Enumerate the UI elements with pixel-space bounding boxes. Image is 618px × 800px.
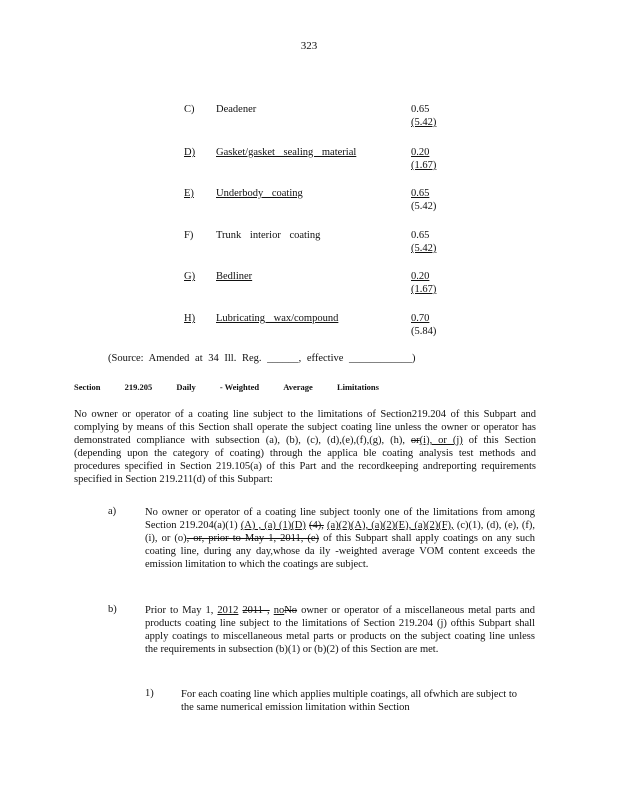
item-a-text-3: of this Subpart shall apply coatings on any such coating line, during any day,whose da ily -weighted average VOM content exceeds the emission limitation to which the coatings are subject.	[145, 533, 536, 570]
intro-inserted-subsections: (i), or (j)	[419, 435, 463, 446]
item-b-text: Prior to May 1,	[145, 605, 214, 616]
row-name: Deadener	[216, 104, 257, 115]
item-a-paragraph	[145, 506, 535, 571]
row-label: E)	[184, 188, 194, 199]
row-values	[411, 312, 436, 338]
item-a-inserted-2: (a)(2)(A), (a)(2)(E), (a)(2)(F),	[327, 520, 454, 531]
source-note	[108, 353, 416, 364]
row-name: Lubricating wax/compound	[216, 313, 339, 324]
row-values	[411, 187, 436, 213]
row-label: G)	[184, 271, 196, 282]
row-value: 0.20	[411, 271, 430, 282]
item-a-text-2: (c)(1), (d), (e), (f), (i), or (o)	[145, 520, 536, 544]
section-title-weighted: - Weighted	[219, 382, 260, 392]
row-values	[411, 146, 436, 172]
row-metric: (5.42)	[411, 243, 437, 254]
section-number: 219.205	[124, 382, 153, 392]
intro-deleted-or: or	[410, 435, 420, 446]
section-title-daily: Daily	[176, 382, 196, 392]
section-heading	[74, 382, 401, 392]
row-metric: (1.67)	[411, 160, 437, 171]
source-text: (Source: Amended at 34 Ill. Reg.	[108, 353, 262, 364]
item-a-inserted-1: (A) , (a) (1)(D)	[240, 520, 306, 531]
row-value: 0.65	[411, 104, 430, 115]
item-b-inserted-no: no	[273, 605, 285, 616]
item-a-label: a)	[108, 506, 117, 517]
row-values	[411, 103, 436, 129]
row-values	[411, 270, 436, 296]
row-value: 0.65	[411, 230, 430, 241]
item-b-paragraph	[145, 604, 535, 656]
page-number: 323	[300, 40, 318, 52]
item-b1-label: 1)	[145, 688, 154, 699]
source-close: )	[412, 353, 416, 364]
source-blank-date: ____________	[349, 353, 413, 364]
source-effective: , effective	[298, 353, 344, 364]
row-metric: (1.67)	[411, 284, 437, 295]
item-b-deleted-year: 2011 ,	[242, 605, 270, 616]
source-blank-reg: ______	[267, 353, 299, 364]
section-word: Section	[74, 382, 101, 392]
item-b-label: b)	[108, 604, 117, 615]
row-metric: (5.42)	[411, 117, 437, 128]
intro-text-cont: of this Section (depending upon the category of coating) through the applica ble coating analysis test methods and procedures specified in Section 219.105(a) of this Part and the recordkeeping andreporting requirements specified in Section 219.211(d) of this Subpart:	[74, 435, 537, 485]
item-a-deleted-1: (4),	[309, 520, 324, 531]
item-b-text-2: owner or operator of a miscellaneous metal parts and products coating line subject to the limitations of Section 219.204 (j) ofthis Subpart shall apply coatings to miscellaneous metal parts or products on the subject coating line unless the requirements in subsection (b)(1) or (b)(2) of this Section are met.	[145, 605, 536, 655]
row-name: Gasket/gasket sealing material	[216, 147, 357, 158]
item-b1-paragraph: For each coating line which applies multiple coatings, all ofwhich are subject to the same numerical emission limitation within Section	[181, 689, 517, 713]
row-metric: (5.84)	[411, 326, 437, 337]
item-b-deleted-no: No	[284, 605, 298, 616]
row-name: Underbody coating	[216, 188, 303, 199]
item-a-deleted-2: , or, prior to May 1, 2011, (e)	[186, 533, 320, 544]
row-name: Bedliner	[216, 271, 253, 282]
intro-paragraph	[74, 408, 536, 486]
row-label: D)	[184, 147, 196, 158]
row-value: 0.20	[411, 147, 430, 158]
section-title-average: Average	[283, 382, 313, 392]
row-label: F)	[184, 230, 194, 241]
row-values	[411, 229, 436, 255]
section-title-limitations: Limitations	[336, 382, 379, 392]
row-value: 0.70	[411, 313, 430, 324]
row-name: Trunk interior coating	[216, 230, 321, 241]
item-a-text: No owner or operator of a coating line subject toonly one of the limitations from among Section 219.204(a)(1)	[145, 507, 535, 531]
row-metric: (5.42)	[411, 201, 437, 212]
row-value: 0.65	[411, 188, 430, 199]
row-label: C)	[184, 104, 195, 115]
row-label: H)	[184, 313, 196, 324]
intro-text: No owner or operator of a coating line subject to the limitations of Section219.204 of this Subpart and complying by means of this Section shall operate the subject coating line unless the owner or operator has demonstrated compliance with subsection (a), (b), (c), (d),(e),(f),(g), (h),	[74, 409, 536, 446]
item-b-inserted-year: 2012	[217, 605, 239, 616]
